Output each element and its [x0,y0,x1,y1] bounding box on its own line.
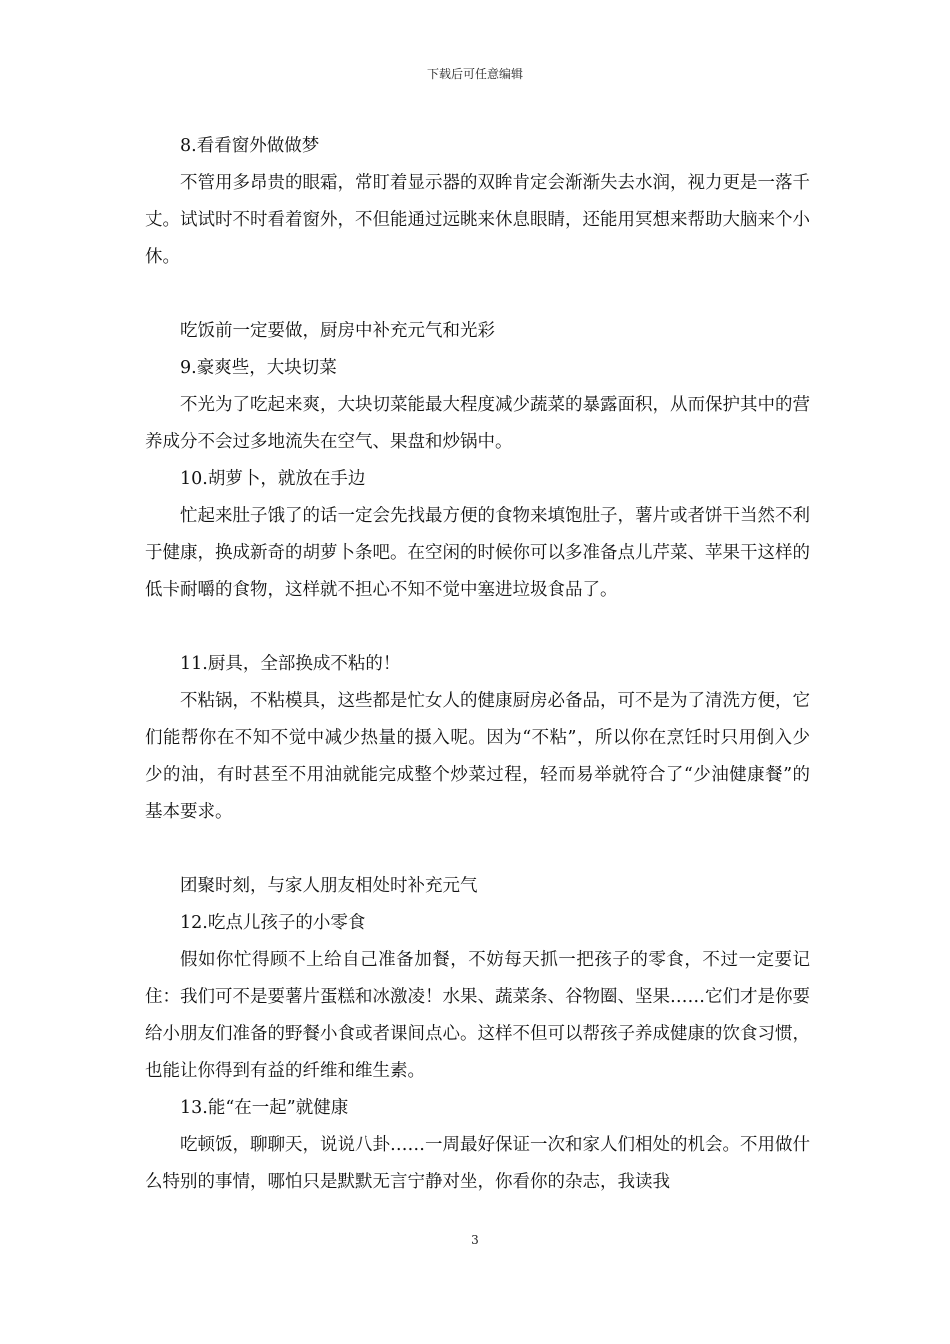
document-body [145,128,810,1201]
blank-line [145,831,810,868]
blank-line [145,276,810,313]
section-title-kitchen: 吃饭前一定要做，厨房中补充元气和光彩 [180,321,495,341]
section-heading-11: 11.厨具，全部换成不粘的！ [180,654,401,674]
section-heading-9: 9.豪爽些，大块切菜 [180,358,337,378]
section-heading-10: 10.胡萝卜，就放在手边 [180,469,366,489]
section-heading-8: 8.看看窗外做做梦 [180,136,320,156]
page-number: 3 [471,1233,479,1247]
body-paragraph-13: 吃顿饭，聊聊天，说说八卦……一周最好保证一次和家人们相处的机会。不用做什么特别的事情，哪怕只是默默无言宁静对坐，你看你的杂志，我读我 [145,1135,810,1192]
section-heading-13: 13.能“在一起”就健康 [180,1098,349,1118]
body-paragraph-11: 不粘锅，不粘模具，这些都是忙女人的健康厨房必备品，可不是为了清洗方便，它们能帮你在不知不觉中减少热量的摄入呢。因为“不粘”，所以你在烹饪时只用倒入少少的油，有时甚至不用油就能完成整个炒菜过程，轻而易举就符合了“少油健康餐”的基本要求。 [145,691,810,822]
body-paragraph-8: 不管用多昂贵的眼霜，常盯着显示器的双眸肯定会渐渐失去水润，视力更是一落千丈。试试时不时看着窗外，不但能通过远眺来休息眼睛，还能用冥想来帮助大脑来个小休。 [145,173,810,267]
body-paragraph-12: 假如你忙得顾不上给自己准备加餐，不妨每天抓一把孩子的零食，不过一定要记住：我们可不是要薯片蛋糕和冰激凌！水果、蔬菜条、谷物圈、坚果……它们才是你要给小朋友们准备的野餐小食或者课间点心。这样不但可以帮孩子养成健康的饮食习惯，也能让你得到有益的纤维和维生素。 [145,950,810,1081]
body-paragraph-9: 不光为了吃起来爽，大块切菜能最大程度减少蔬菜的暴露面积，从而保护其中的营养成分不会过多地流失在空气、果盘和炒锅中。 [145,395,810,452]
page-header: 下载后可任意编辑 [426,67,523,81]
body-paragraph-10: 忙起来肚子饿了的话一定会先找最方便的食物来填饱肚子，薯片或者饼干当然不利于健康，换成新奇的胡萝卜条吧。在空闲的时候你可以多准备点儿芹菜、苹果干这样的低卡耐嚼的食物，这样就不担心不知不觉中塞进垃圾食品了。 [145,506,810,600]
blank-line [145,609,810,646]
section-heading-12: 12.吃点儿孩子的小零食 [180,913,366,933]
section-title-reunion: 团聚时刻，与家人朋友相处时补充元气 [180,876,478,896]
